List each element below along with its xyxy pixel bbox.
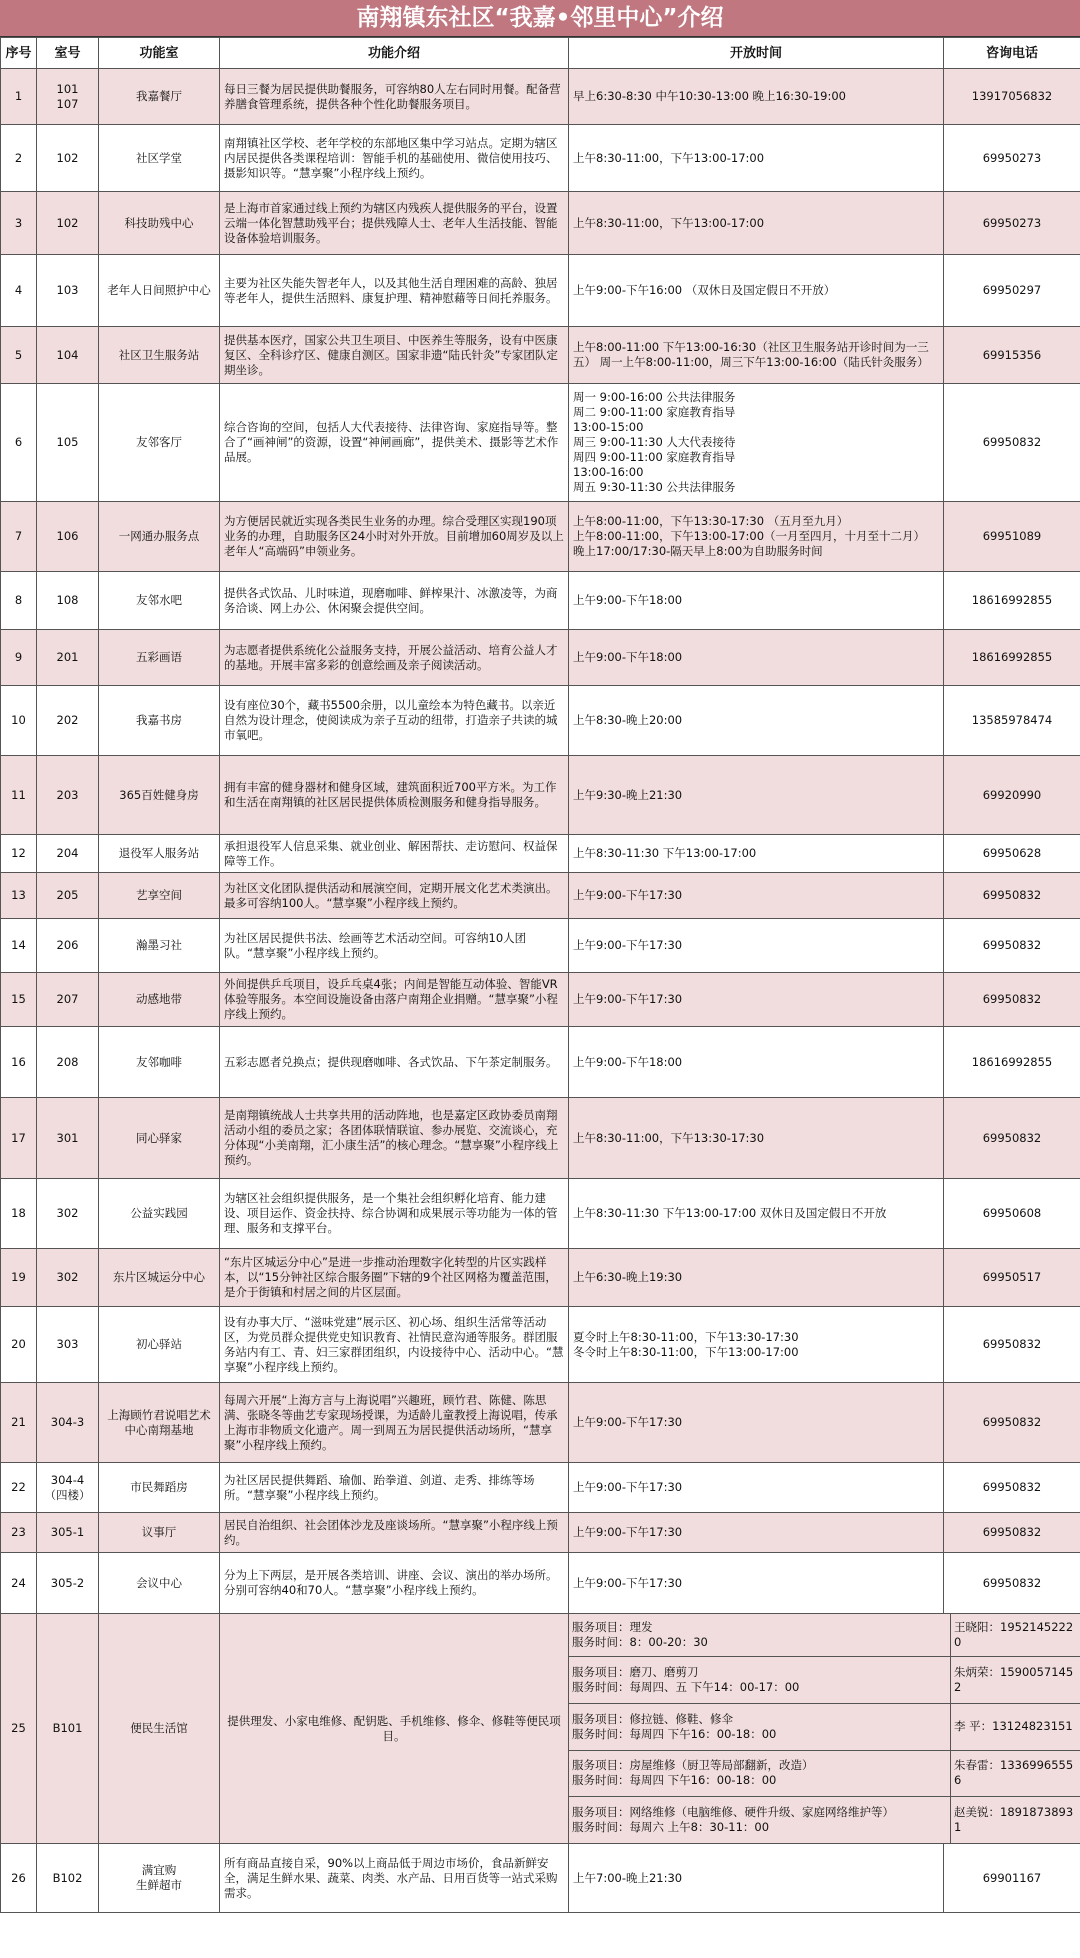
room-number: 104 — [37, 327, 99, 384]
function-description: 承担退役军人信息采集、就业创业、解困帮扶、走访慰问、权益保障等工作。 — [220, 835, 569, 873]
phone-number: 18616992855 — [944, 572, 1080, 630]
room-number: 101 107 — [37, 69, 99, 125]
service-item — [569, 1614, 1080, 1656]
function-room-name: 社区学堂 — [99, 125, 220, 192]
function-room-name: 我嘉书房 — [99, 686, 220, 756]
function-description: 为社区居民提供书法、绘画等艺术活动空间。可容纳10人团队。“慧享聚”小程序线上预约。 — [220, 919, 569, 973]
phone-number: 13917056832 — [944, 69, 1080, 125]
row-number: 10 — [1, 686, 37, 756]
table-row — [1, 572, 1080, 630]
function-room-name: 东片区城运分中心 — [99, 1249, 220, 1307]
table-row — [1, 1844, 1080, 1913]
opening-hours: 上午6:30-晚上19:30 — [569, 1249, 944, 1307]
header-description: 功能介绍 — [220, 38, 569, 69]
service-hours: 服务项目：网络维修（电脑维修、硬件升级、家庭网络维护等） 服务时间：每周六 上午8：30-11：00 — [569, 1796, 951, 1843]
room-number: B101 — [37, 1614, 99, 1844]
phone-number: 69920990 — [944, 756, 1080, 835]
opening-hours: 上午8:00-11:00，下午13:30-17:30 （五月至九月） 上午8:00-11:00，下午13:00-17:00（一月至四月，十月至十二月） 晚上17:00/17:30-隔天早上8:00为自助服务时间 — [569, 502, 944, 572]
row-number: 2 — [1, 125, 37, 192]
function-room-name: 艺享空间 — [99, 873, 220, 919]
room-number: 302 — [37, 1249, 99, 1307]
phone-number: 69950273 — [944, 125, 1080, 192]
phone-number: 69950832 — [944, 873, 1080, 919]
phone-number: 69950832 — [944, 1307, 1080, 1383]
room-number: 203 — [37, 756, 99, 835]
function-description: 提供各式饮品、儿时味道，现磨咖啡、鲜榨果汁、冰激凌等，为商务洽谈、网上办公、休闲聚会提供空间。 — [220, 572, 569, 630]
function-description: 所有商品直接自采，90%以上商品低于周边市场价，食品新鲜安全，满足生鲜水果、蔬菜、肉类、水产品、日用百货等一站式采购需求。 — [220, 1844, 569, 1913]
row-number: 1 — [1, 69, 37, 125]
function-room-name: 动感地带 — [99, 973, 220, 1027]
function-room-name: 市民舞蹈房 — [99, 1463, 220, 1513]
function-room-name: 友邻客厅 — [99, 384, 220, 502]
phone-number: 69901167 — [944, 1844, 1080, 1913]
function-description: 为社区居民提供舞蹈、瑜伽、跆拳道、剑道、走秀、排练等场所。“慧享聚”小程序线上预约。 — [220, 1463, 569, 1513]
room-number: 102 — [37, 125, 99, 192]
table-row — [1, 686, 1080, 756]
function-room-name: 一网通办服务点 — [99, 502, 220, 572]
room-number: B102 — [37, 1844, 99, 1913]
table-row — [1, 125, 1080, 192]
table-row — [1, 327, 1080, 384]
header-hours: 开放时间 — [569, 38, 944, 69]
opening-hours: 上午9:00-下午16:00 （双休日及国定假日不开放） — [569, 255, 944, 327]
function-room-name: 初心驿站 — [99, 1307, 220, 1383]
phone-number: 69950297 — [944, 255, 1080, 327]
table-row — [1, 756, 1080, 835]
function-room-name: 五彩画语 — [99, 630, 220, 686]
function-description: 主要为社区失能失智老年人，以及其他生活自理困难的高龄、独居等老年人，提供生活照料、康复护理、精神慰藉等日间托养服务。 — [220, 255, 569, 327]
opening-hours: 上午9:00-下午17:30 — [569, 973, 944, 1027]
function-room-name: 科技助残中心 — [99, 192, 220, 255]
phone-number: 69950832 — [944, 1553, 1080, 1614]
function-description: 为方便居民就近实现各类民生业务的办理。综合受理区实现190项业务的办理，自助服务区24小时对外开放。目前增加60周岁及以上老年人“高端码”申领业务。 — [220, 502, 569, 572]
row-number: 16 — [1, 1027, 37, 1098]
row-number: 3 — [1, 192, 37, 255]
function-description: 为社区文化团队提供活动和展演空间，定期开展文化艺术类演出。最多可容纳100人。“慧享聚”小程序线上预约。 — [220, 873, 569, 919]
function-room-name: 便民生活馆 — [99, 1614, 220, 1844]
opening-hours: 周一 9:00-16:00 公共法律服务 周二 9:00-11:00 家庭教育指导 13:00-15:00 周三 9:00-11:30 人大代表接待 周四 9:00-11:00 家庭教育指导 13:00-16:00 周五 9:30-11:30 公共法律服务 — [569, 384, 944, 502]
table-row — [1, 973, 1080, 1027]
function-description: 五彩志愿者兑换点；提供现磨咖啡、各式饮品、下午茶定制服务。 — [220, 1027, 569, 1098]
phone-number: 69950832 — [944, 973, 1080, 1027]
function-description: 设有办事大厅、“滋味党建”展示区、初心场、组织生活常等活动区，为党员群众提供党史知识教育、社情民意沟通等服务。群团服务站内有工、青、妇三家群团组织，内设接待中心、活动中心。“慧享聚”小程序线上预约。 — [220, 1307, 569, 1383]
phone-number: 18616992855 — [944, 1027, 1080, 1098]
table-row — [1, 835, 1080, 873]
row-number: 12 — [1, 835, 37, 873]
opening-hours: 上午9:00-下午17:30 — [569, 1383, 944, 1463]
function-description: 每周六开展“上海方言与上海说唱”兴趣班，顾竹君、陈健、陈思满、张晓冬等曲艺专家现场授课，为适龄儿童教授上海说唱，传承上海市非物质文化遗产。周一到周五为居民提供活动场所，“慧享聚”小程序线上预约。 — [220, 1383, 569, 1463]
service-item — [569, 1796, 1080, 1843]
function-description: 是上海市首家通过线上预约为辖区内残疾人提供服务的平台，设置云端一体化智慧助残平台；提供残障人士、老年人生活技能、智能设备体验培训服务。 — [220, 192, 569, 255]
function-description: 是南翔镇统战人士共享共用的活动阵地，也是嘉定区政协委员南翔活动小组的委员之家；各团体联情联谊、参办展览、交流谈心，充分体现“小美南翔，汇小康生活”的核心理念。“慧享聚”小程序线上预约。 — [220, 1098, 569, 1179]
row-number: 6 — [1, 384, 37, 502]
phone-number: 69950832 — [944, 1463, 1080, 1513]
opening-hours: 上午9:00-下午17:30 — [569, 919, 944, 973]
opening-hours: 上午8:00-11:00 下午13:00-16:30（社区卫生服务站开诊时间为一三五） 周一上午8:00-11:00，周三下午13:00-16:00（陆氏针灸服务） — [569, 327, 944, 384]
phone-number: 69915356 — [944, 327, 1080, 384]
opening-hours: 上午9:00-下午17:30 — [569, 1553, 944, 1614]
table-row — [1, 502, 1080, 572]
table-row — [1, 630, 1080, 686]
room-number: 105 — [37, 384, 99, 502]
service-item — [569, 1656, 1080, 1703]
function-room-name: 公益实践园 — [99, 1179, 220, 1249]
row-number: 9 — [1, 630, 37, 686]
service-contact: 赵美锐：18918738931 — [951, 1796, 1080, 1843]
opening-hours: 早上6:30-8:30 中午10:30-13:00 晚上16:30-19:00 — [569, 69, 944, 125]
service-item — [569, 1703, 1080, 1750]
header-phone: 咨询电话 — [944, 38, 1080, 69]
function-description: 为志愿者提供系统化公益服务支持，开展公益活动、培育公益人才的基地。开展丰富多彩的创意绘画及亲子阅读活动。 — [220, 630, 569, 686]
row-number: 25 — [1, 1614, 37, 1844]
function-room-name: 退役军人服务站 — [99, 835, 220, 873]
opening-hours: 上午8:30-11:00，下午13:00-17:00 — [569, 125, 944, 192]
room-number: 202 — [37, 686, 99, 756]
opening-hours: 上午9:00-下午17:30 — [569, 873, 944, 919]
row-number: 4 — [1, 255, 37, 327]
phone-number: 69950517 — [944, 1249, 1080, 1307]
function-room-name: 365百姓健身房 — [99, 756, 220, 835]
table-row — [1, 1249, 1080, 1307]
row-number: 17 — [1, 1098, 37, 1179]
row-number: 26 — [1, 1844, 37, 1913]
room-number: 207 — [37, 973, 99, 1027]
row-number: 13 — [1, 873, 37, 919]
table-row — [1, 69, 1080, 125]
row-number: 19 — [1, 1249, 37, 1307]
page-title: 南翔镇东社区“我嘉•邻里中心”介绍 — [0, 0, 1080, 37]
function-description: 每日三餐为居民提供助餐服务，可容纳80人左右同时用餐。配备营养膳食管理系统，提供各种个性化助餐服务项目。 — [220, 69, 569, 125]
table-row — [1, 919, 1080, 973]
phone-number: 69950832 — [944, 1513, 1080, 1553]
phone-number: 69951089 — [944, 502, 1080, 572]
opening-hours: 上午9:00-下午18:00 — [569, 572, 944, 630]
header-no: 序号 — [1, 38, 37, 69]
service-hours: 服务项目：磨刀、磨剪刀 服务时间：每周四、五 下午14：00-17：00 — [569, 1656, 951, 1703]
service-contact: 朱炳荣：15900571452 — [951, 1656, 1080, 1703]
function-room-name: 友邻水吧 — [99, 572, 220, 630]
phone-number: 69950832 — [944, 1098, 1080, 1179]
opening-hours: 上午9:30-晚上21:30 — [569, 756, 944, 835]
table-row — [1, 1179, 1080, 1249]
function-description: 南翔镇社区学校、老年学校的东部地区集中学习站点。定期为辖区内居民提供各类课程培训：智能手机的基础使用、微信使用技巧、摄影知识等。“慧享聚”小程序线上预约。 — [220, 125, 569, 192]
room-number: 305-1 — [37, 1513, 99, 1553]
function-description: 提供基本医疗，国家公共卫生项目、中医养生等服务，设有中医康复区、全科诊疗区、健康自测区。国家非遗“陆氏针灸”专家团队定期坐诊。 — [220, 327, 569, 384]
row-number: 14 — [1, 919, 37, 973]
phone-number: 69950608 — [944, 1179, 1080, 1249]
opening-hours: 上午7:00-晚上21:30 — [569, 1844, 944, 1913]
phone-number: 69950628 — [944, 835, 1080, 873]
room-number: 201 — [37, 630, 99, 686]
room-number: 304-3 — [37, 1383, 99, 1463]
function-description: 设有座位30个，藏书5500余册，以儿童绘本为特色藏书。以亲近自然为设计理念，使阅读成为亲子互动的纽带，打造亲子共读的城市氧吧。 — [220, 686, 569, 756]
row-number: 22 — [1, 1463, 37, 1513]
opening-hours: 夏令时上午8:30-11:00，下午13:30-17:30 冬令时上午8:30-11:00，下午13:00-17:00 — [569, 1307, 944, 1383]
opening-hours: 上午9:00-下午18:00 — [569, 630, 944, 686]
row-number: 18 — [1, 1179, 37, 1249]
function-room-name: 我嘉餐厅 — [99, 69, 220, 125]
service-list — [569, 1614, 1080, 1844]
phone-number: 69950273 — [944, 192, 1080, 255]
row-number: 24 — [1, 1553, 37, 1614]
header-room: 室号 — [37, 38, 99, 69]
intro-table — [0, 37, 1080, 1913]
function-description: 提供理发、小家电维修、配钥匙、手机维修、修伞、修鞋等便民项目。 — [220, 1614, 569, 1844]
room-number: 103 — [37, 255, 99, 327]
function-description: 为辖区社会组织提供服务，是一个集社会组织孵化培育、能力建设、项目运作、资金扶持、综合协调和成果展示等功能为一体的管理、服务和支撑平台。 — [220, 1179, 569, 1249]
service-contact: 王晓阳：19521452220 — [951, 1614, 1080, 1656]
room-number: 205 — [37, 873, 99, 919]
room-number: 102 — [37, 192, 99, 255]
header-function: 功能室 — [99, 38, 220, 69]
room-number: 106 — [37, 502, 99, 572]
phone-number: 13585978474 — [944, 686, 1080, 756]
service-hours: 服务项目：理发 服务时间：8：00-20：30 — [569, 1614, 951, 1656]
function-room-name: 会议中心 — [99, 1553, 220, 1614]
function-room-name: 同心驿家 — [99, 1098, 220, 1179]
row-number: 23 — [1, 1513, 37, 1553]
row-number: 20 — [1, 1307, 37, 1383]
row-number: 5 — [1, 327, 37, 384]
opening-hours: 上午8:30-11:30 下午13:00-17:00 双休日及国定假日不开放 — [569, 1179, 944, 1249]
row-number: 11 — [1, 756, 37, 835]
opening-hours: 上午9:00-下午17:30 — [569, 1463, 944, 1513]
opening-hours: 上午8:30-11:30 下午13:00-17:00 — [569, 835, 944, 873]
service-hours: 服务项目：修拉链、修鞋、修伞 服务时间：每周四 下午16：00-18：00 — [569, 1703, 951, 1750]
function-room-name: 社区卫生服务站 — [99, 327, 220, 384]
service-contact: 李 平：13124823151 — [951, 1703, 1080, 1750]
function-description: 分为上下两层，是开展各类培训、讲座、会议、演出的举办场所。分别可容纳40和70人。“慧享聚”小程序线上预约。 — [220, 1553, 569, 1614]
function-description: 外间提供乒乓项目，设乒乓桌4张；内间是智能互动体验、智能VR体验等服务。本空间设施设备由落户南翔企业捐赠。“慧享聚”小程序线上预约。 — [220, 973, 569, 1027]
room-number: 304-4 （四楼） — [37, 1463, 99, 1513]
table-row — [1, 192, 1080, 255]
table-row — [1, 873, 1080, 919]
function-room-name: 满宜购 生鲜超市 — [99, 1844, 220, 1913]
opening-hours: 上午9:00-下午17:30 — [569, 1513, 944, 1553]
table-row — [1, 255, 1080, 327]
opening-hours: 上午8:30-11:00，下午13:30-17:30 — [569, 1098, 944, 1179]
phone-number: 69950832 — [944, 1383, 1080, 1463]
header-row — [1, 38, 1080, 69]
function-description: “东片区城运分中心”是进一步推动治理数字化转型的片区实践样本，以“15分钟社区综合服务圈”下辖的9个社区网格为覆盖范围，是介于街镇和村居之间的片区层面。 — [220, 1249, 569, 1307]
table-row — [1, 1383, 1080, 1463]
room-number: 108 — [37, 572, 99, 630]
table-row — [1, 384, 1080, 502]
room-number: 302 — [37, 1179, 99, 1249]
room-number: 301 — [37, 1098, 99, 1179]
room-number: 303 — [37, 1307, 99, 1383]
service-contact: 朱春雷：13369965556 — [951, 1750, 1080, 1796]
service-hours: 服务项目：房屋维修（厨卫等局部翻新，改造） 服务时间：每周四 下午16：00-18：00 — [569, 1750, 951, 1796]
row-number: 21 — [1, 1383, 37, 1463]
table-row — [1, 1553, 1080, 1614]
table-row — [1, 1098, 1080, 1179]
row-number: 7 — [1, 502, 37, 572]
table-row — [1, 1614, 1080, 1844]
table-row — [1, 1307, 1080, 1383]
function-room-name: 议事厅 — [99, 1513, 220, 1553]
table-row — [1, 1027, 1080, 1098]
function-description: 综合咨询的空间，包括人大代表接待、法律咨询、家庭指导等。整合了“画神闸”的资源，设置“神闸画廊”，提供美术、摄影等艺术作品展。 — [220, 384, 569, 502]
opening-hours: 上午9:00-下午18:00 — [569, 1027, 944, 1098]
function-description: 居民自治组织、社会团体沙龙及座谈场所。“慧享聚”小程序线上预约。 — [220, 1513, 569, 1553]
opening-hours: 上午8:30-晚上20:00 — [569, 686, 944, 756]
row-number: 8 — [1, 572, 37, 630]
phone-number: 18616992855 — [944, 630, 1080, 686]
phone-number: 69950832 — [944, 919, 1080, 973]
room-number: 206 — [37, 919, 99, 973]
table-row — [1, 1513, 1080, 1553]
room-number: 208 — [37, 1027, 99, 1098]
service-item — [569, 1750, 1080, 1796]
row-number: 15 — [1, 973, 37, 1027]
function-room-name: 老年人日间照护中心 — [99, 255, 220, 327]
function-room-name: 瀚墨习社 — [99, 919, 220, 973]
function-description: 拥有丰富的健身器材和健身区域，建筑面积近700平方米。为工作和生活在南翔镇的社区居民提供体质检测服务和健身指导服务。 — [220, 756, 569, 835]
phone-number: 69950832 — [944, 384, 1080, 502]
opening-hours: 上午8:30-11:00，下午13:00-17:00 — [569, 192, 944, 255]
function-room-name: 友邻咖啡 — [99, 1027, 220, 1098]
table-row — [1, 1463, 1080, 1513]
room-number: 204 — [37, 835, 99, 873]
room-number: 305-2 — [37, 1553, 99, 1614]
function-room-name: 上海顾竹君说唱艺术中心南翔基地 — [99, 1383, 220, 1463]
